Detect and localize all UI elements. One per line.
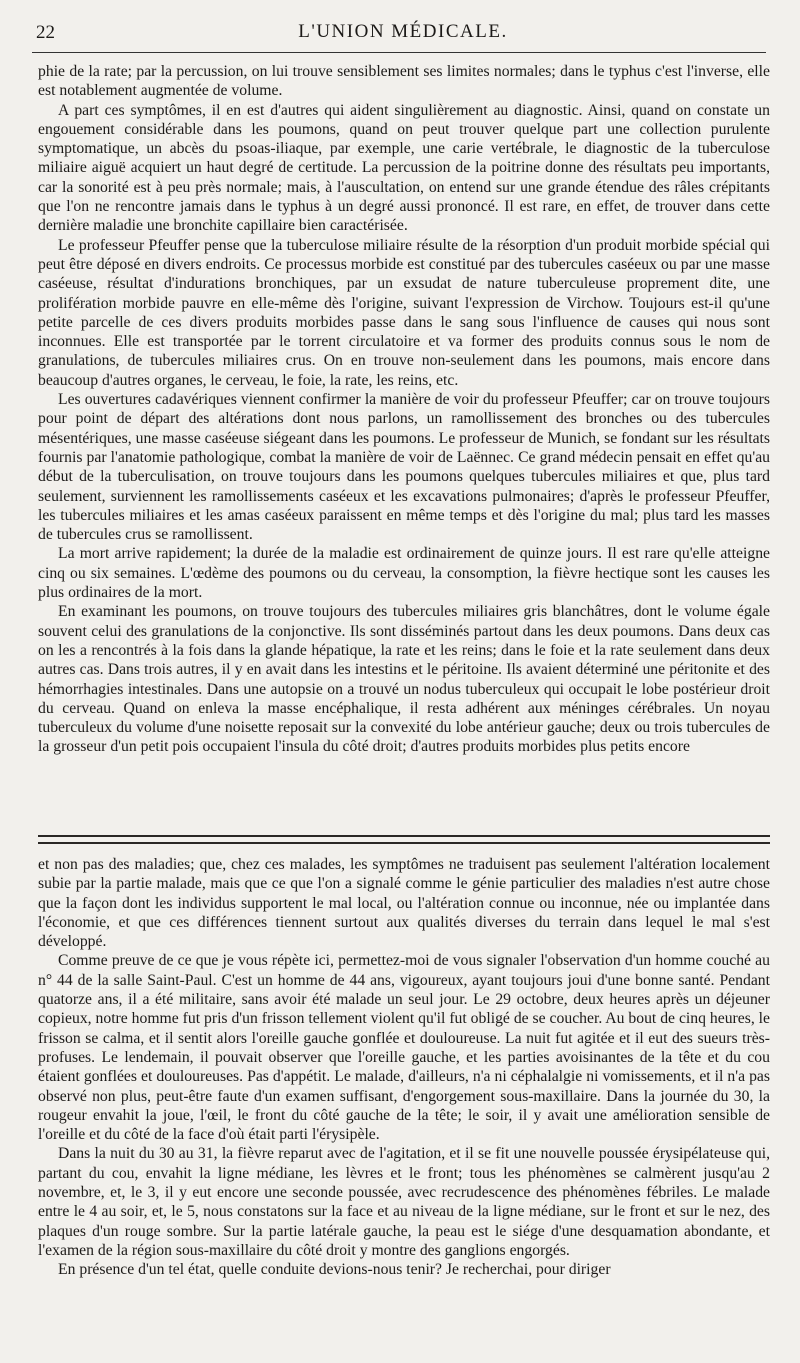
paragraph: phie de la rate; par la percussion, on lui trouve sensiblement ses limites normales; dans le typhus c'est l'inverse, elle est notablement augmentée de volume. [38,63,770,100]
paragraph: La mort arrive rapidement; la durée de la maladie est ordinairement de quinze jours. Il est rare qu'elle atteigne cinq ou six semaines. L'œdème des poumons ou du cerveau, la consomption, la fièvre hectique sont les causes les plus ordinaires de la mort. [38,545,770,602]
paragraph: Les ouvertures cadavériques viennent confirmer la manière de voir du professeur Pfeuffer; car on trouve toujours pour point de départ des altérations dont nous parlons, un ramollissement des bronches ou des tubercules mésentériques, une masse caséeuse siégeant dans les poumons. Le professeur de Munich, se fondant sur les résultats fournis par l'anatomie pathologique, combat la manière de voir de Laënnec. Ce grand médecin pensait en effet qu'au début de la tuberculisation, on trouve toujours dans les poumons quelques tubercules miliaires et que, plus tard seulement, surviennent les ramollissements caséeux et les excavations pulmonaires; d'après le professeur Pfeuffer, les tubercules miliaires et les amas caséeux paraissent en même temps et dès l'origine du mal; plus tard les masses de tubercules crus se ramollissent. [38,391,770,544]
running-head [36,18,770,48]
paragraph: En présence d'un tel état, quelle conduite devions-nous tenir? Je recherchai, pour diriger [58,1261,611,1279]
paragraph: En examinant les poumons, on trouve toujours des tubercules miliaires gris blanchâtres, dont le volume égale souvent celui des granulations de la conjonctive. Ils sont disséminés partout dans les deux poumons. Dans deux cas on les a rencontrés à la fois dans la glande hépatique, la rate et les reins; dans le foie et la rate seulement dans deux autres cas. Dans trois autres, il y en avait dans les intestins et le péritoine. Ils avaient déterminé une péritonite et des hémorrhagies intestinales. Dans une autopsie on a trouvé un nodus tuberculeux qui occupait le lobe postérieur droit du cerveau. Quand on enleva la masse encéphalique, il resta adhérent aux méninges cérébrales. Un noyau tuberculeux du volume d'une noisette reposait sur la convexité du lobe antérieur gauche; deux ou trois tubercules de la grosseur d'un petit pois occupaient l'insula du côté droit; d'autres produits morbides plus petits encore [38,603,770,756]
section-divider [38,835,770,844]
paragraph: et non pas des maladies; que, chez ces malades, les symptômes ne traduisent pas seulement l'altération localement subie par la partie malade, mais que ce que l'on a signalé comme le génie particulier des maladies n'est autre chose que la façon dont les individus supportent le mal local, ou l'altération connue ou inconnue, née ou implantée dans l'économie, et que ces différences tiennent surtout aux qualités diverses du terrain dans lequel le mal s'est développé. [38,856,770,951]
header-rule [32,52,766,53]
page-number: 22 [36,22,55,43]
paragraph: Le professeur Pfeuffer pense que la tuberculose miliaire résulte de la résorption d'un produit morbide spécial qui peut être déposé en divers endroits. Ce processus morbide est constitué par des tubercules caséeux ou par une masse caséeuse, résultat d'indurations bronchiques, par un exsudat de nature tuberculeuse proprement dite, une prolifération morbide pauvre en elle-même dès l'origine, suivant l'expression de Virchow. Toujours est-il qu'une petite parcelle de ces divers produits morbides passe dans le sang sous l'influence de causes qui nous sont inconnues. Elle est transportée par le torrent circulatoire et va former des produits connus sous le nom de granulations, de tubercules miliaires crus. On en trouve non-seulement dans les poumons, mais encore dans beaucoup d'autres organes, le cerveau, le foie, la rate, les reins, etc. [38,236,770,389]
upper-text-section [38,62,770,757]
paragraph: Comme preuve de ce que je vous répète ici, permettez-moi de vous signaler l'observation d'un homme couché au n° 44 de la salle Saint-Paul. C'est un homme de 44 ans, vigoureux, ayant toujours joui d'une bonne santé. Pendant quatorze ans, il a été militaire, sans avoir été malade un seul jour. Le 29 octobre, deux heures après un déjeuner copieux, notre homme fut pris d'un frisson tellement violent qu'il fut obligé de se coucher. Au bout de cinq heures, le frisson se calma, et il sentit alors l'oreille gauche gonflée et douloureuse. La nuit fut agitée et il eut des sueurs très-profuses. Le lendemain, il pouvait observer que l'oreille gauche, et les parties avoisinantes de la tête et du cou étaient gonflées et douloureuses. Pas d'appétit. Le malade, d'ailleurs, n'a ni céphalalgie ni vomissements, et il n'a pas observé non plus, peut-être faute d'un examen suffisant, d'engorgement sous-maxillaire. Dans la journée du 30, la rougeur envahit la joue, l'œil, le front du côté gauche de la tête; le soir, il y avait une amélioration sensible de l'oreille et du côté de la face d'où était parti l'érysipèle. [38,952,770,1144]
journal-title: L'UNION MÉDICALE. [298,21,508,42]
lower-text-section [38,855,770,1280]
paragraph: Dans la nuit du 30 au 31, la fièvre reparut avec de l'agitation, et il se fit une nouvelle poussée érysipélateuse qui, partant du cou, envahit la ligne médiane, les lèvres et le front; tous les phénomènes se calmèrent jusqu'au 2 novembre, et, le 3, il y eut encore une seconde poussée, avec recrudescence des phénomènes fébriles. Le malade entre le 4 au soir, et, le 5, nous constatons sur la face et au niveau de la ligne médiane, sur le front et sur le nez, des plaques d'un rouge sombre. Sur la partie latérale gauche, la peau est le siége d'une desquamation abondante, et l'examen de la région sous-maxillaire du côté droit y montre des ganglions engorgés. [38,1145,770,1259]
paragraph: A part ces symptômes, il en est d'autres qui aident singulièrement au diagnostic. Ainsi, quand on constate un engouement considérable dans les poumons, quand on peut trouver quelque part une collection purulente symptomatique, un abcès du psoas-iliaque, par exemple, une carie vertébrale, le diagnostic de la tuberculose miliaire aiguë acquiert un haut degré de certitude. La percussion de la poitrine donne des résultats peu importants, car la sonorité est à peu près normale; mais, à l'auscultation, on entend sur une grande étendue des râles crépitants que l'on ne rencontre jamais dans le typhus à un degré aussi prononcé. Il est rare, en effet, de trouver dans cette dernière maladie une bronchite capillaire bien caractérisée. [38,101,770,235]
